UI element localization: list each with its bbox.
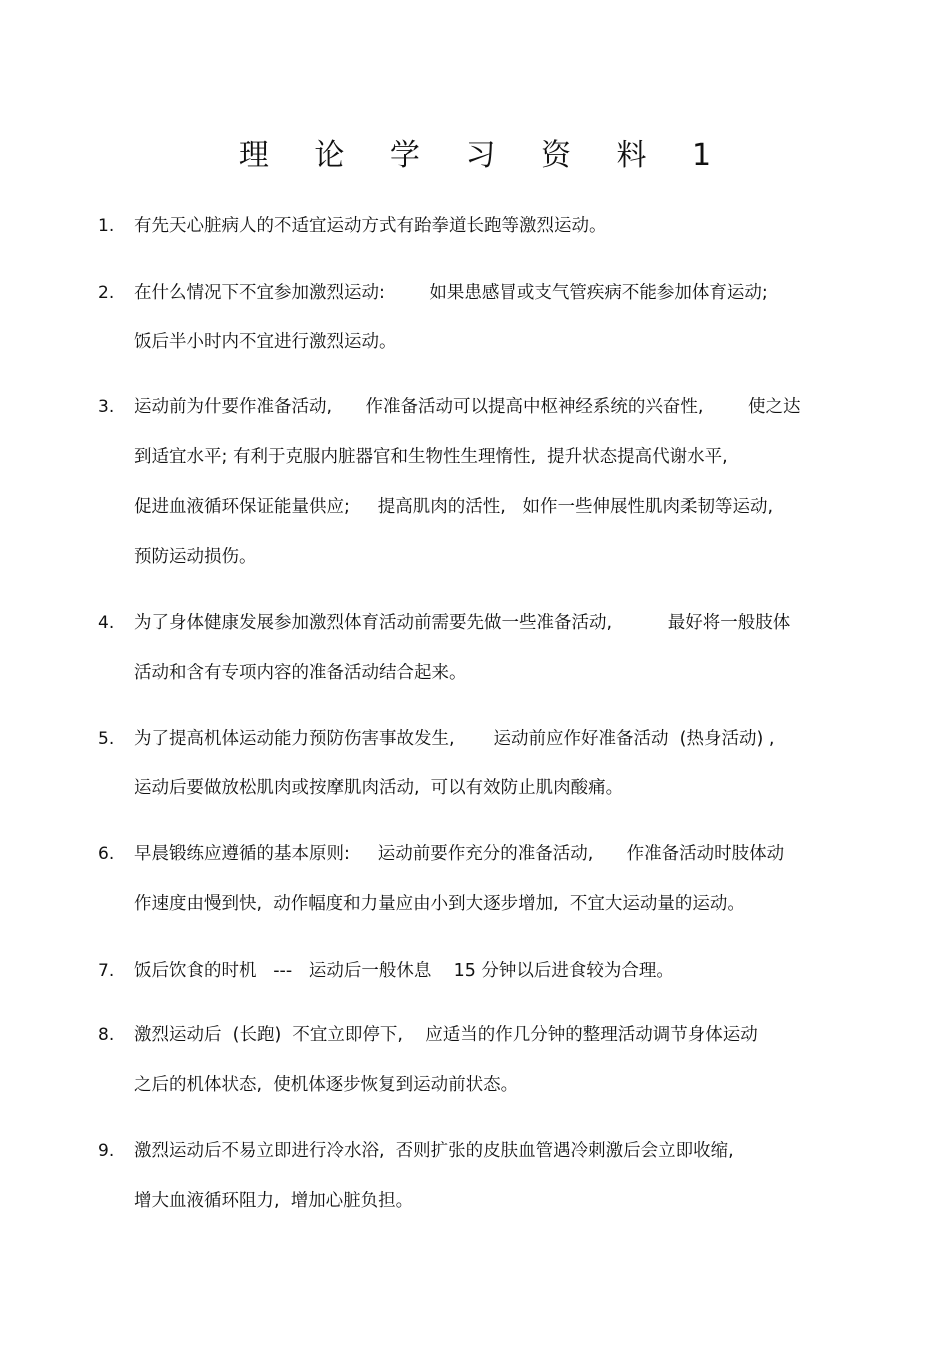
item-text-line: 预防运动损伤。: [134, 547, 257, 567]
item-text-line: 饭后饮食的时机 --- 运动后一般休息 15 分钟以后进食较为合理。: [134, 961, 674, 981]
item-text-line: 活动和含有专项内容的准备活动结合起来。: [134, 663, 467, 683]
item-text-line: 到适宜水平; 有利于克服内脏器官和生物性生理惰性, 提升状态提高代谢水平,: [134, 447, 728, 467]
item-text-line: 激烈运动后不易立即进行冷水浴, 否则扩张的皮肤血管遇冷刺激后会立即收缩,: [134, 1141, 734, 1161]
item-number: 6.: [98, 844, 115, 864]
item-text-line: 运动前为什要作准备活动, 作准备活动可以提高中枢神经系统的兴奋性, 使之达: [134, 397, 801, 417]
item-number: 5.: [98, 729, 115, 749]
item-number: 3.: [98, 397, 115, 417]
item-text-line: 激烈运动后 (长跑) 不宜立即停下, 应适当的作几分钟的整理活动调节身体运动: [134, 1025, 758, 1045]
item-number: 7.: [98, 961, 115, 981]
item-text-line: 作速度由慢到快, 动作幅度和力量应由小到大逐步增加, 不宜大运动量的运动。: [134, 894, 745, 914]
item-text-line: 有先天心脏病人的不适宜运动方式有跆拳道长跑等激烈运动。: [134, 216, 607, 236]
item-number: 9.: [98, 1141, 115, 1161]
item-text-line: 在什么情况下不宜参加激烈运动: 如果患感冒或支气管疾病不能参加体育运动;: [134, 283, 768, 303]
page-title: 理 论 学 习 资 料 1: [238, 138, 730, 173]
item-number: 4.: [98, 613, 115, 633]
item-number: 1.: [98, 216, 115, 236]
item-text-line: 增大血液循环阻力, 增加心脏负担。: [134, 1191, 414, 1211]
item-text-line: 运动后要做放松肌肉或按摩肌肉活动, 可以有效防止肌肉酸痛。: [134, 778, 624, 798]
item-number: 2.: [98, 283, 115, 303]
item-text-line: 饭后半小时内不宜进行激烈运动。: [134, 332, 397, 352]
item-text-line: 为了身体健康发展参加激烈体育活动前需要先做一些准备活动, 最好将一般肢体: [134, 613, 791, 633]
item-text-line: 促进血液循环保证能量供应; 提高肌肉的活性, 如作一些伸展性肌肉柔韧等运动,: [134, 497, 774, 517]
item-number: 8.: [98, 1025, 115, 1045]
item-text-line: 早晨锻练应遵循的基本原则: 运动前要作充分的准备活动, 作准备活动时肢体动: [134, 844, 785, 864]
item-text-line: 为了提高机体运动能力预防伤害事故发生, 运动前应作好准备活动 (热身活动) ,: [134, 729, 775, 749]
item-text-line: 之后的机体状态, 使机体逐步恢复到运动前状态。: [134, 1075, 519, 1095]
